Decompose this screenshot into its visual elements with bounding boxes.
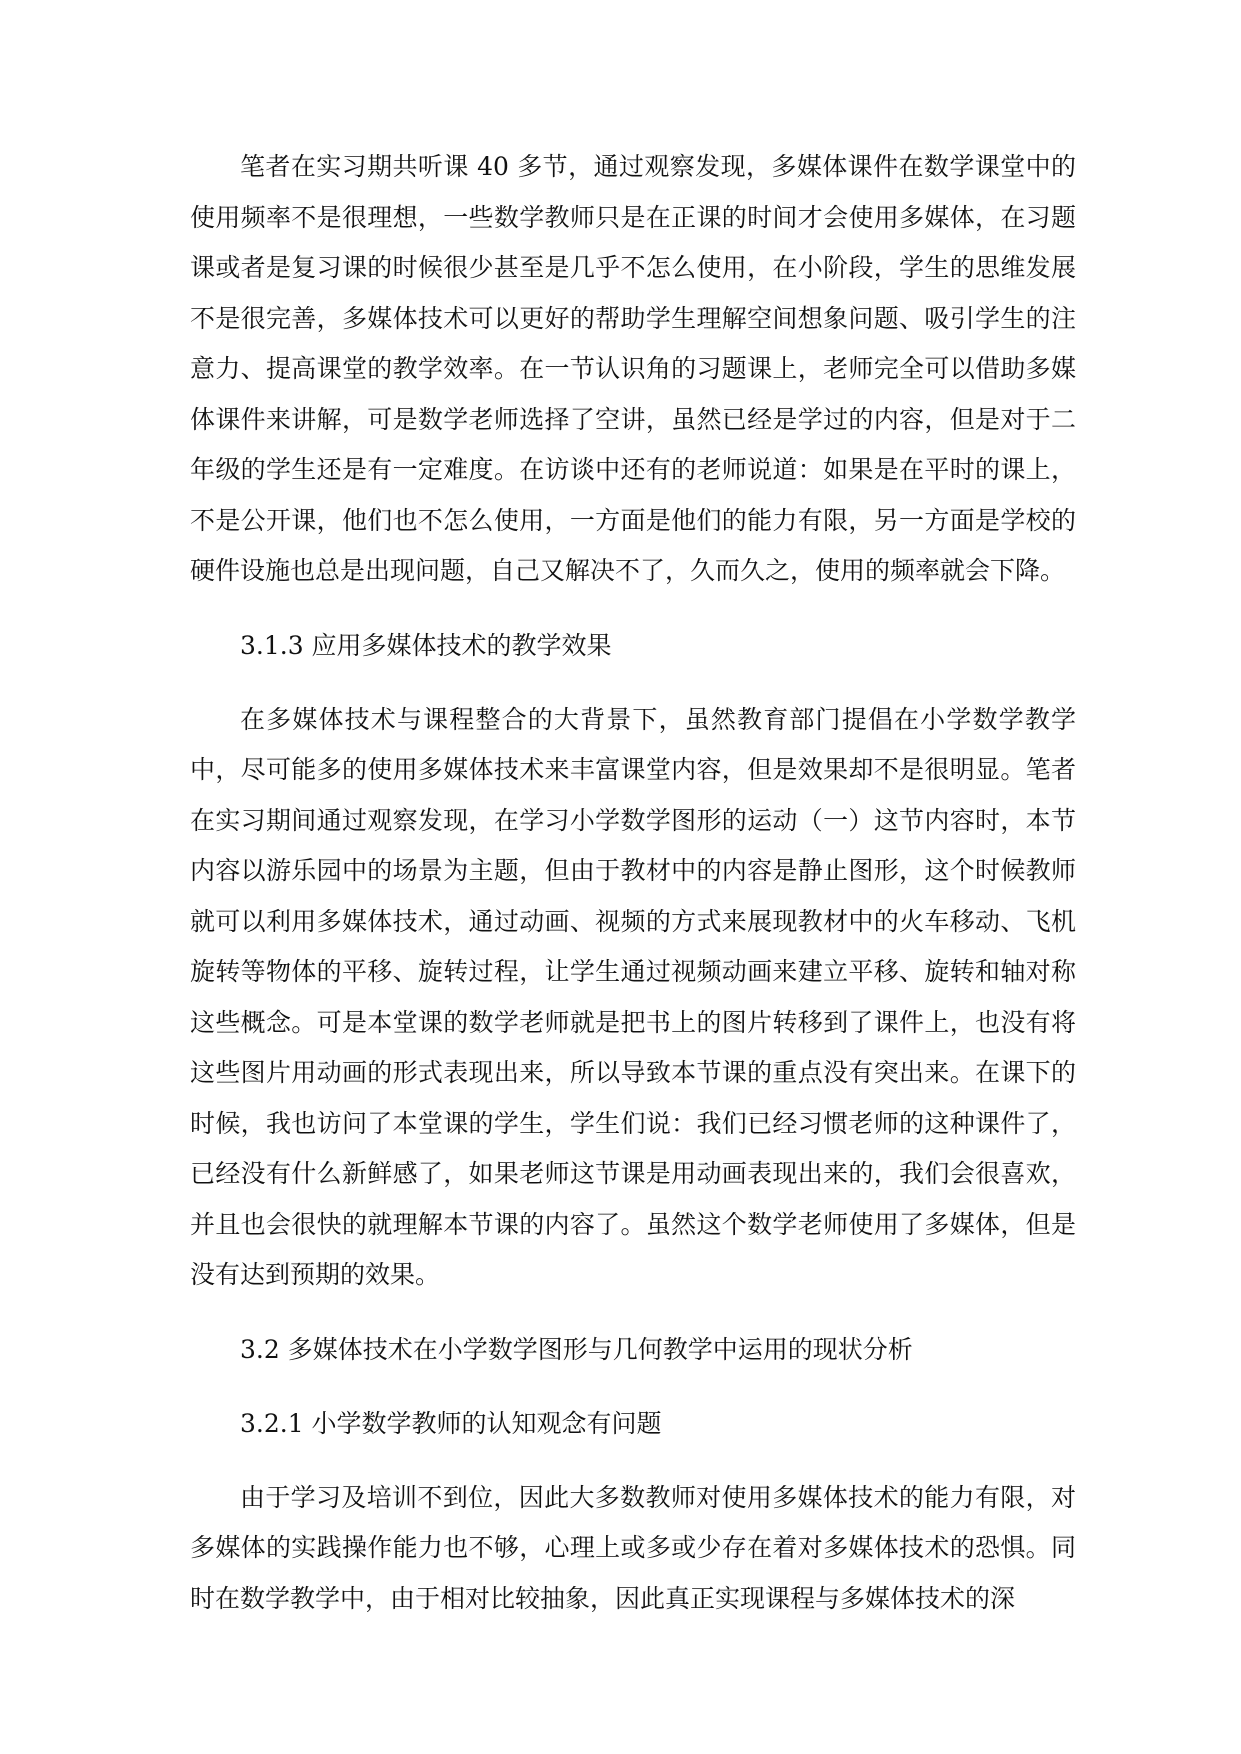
section-heading-3-2: 3.2 多媒体技术在小学数学图形与几何教学中运用的现状分析 — [240, 1334, 913, 1364]
paragraph-teacher-cognition: 由于学习及培训不到位，因此大多数教师对使用多媒体技术的能力有限，对多媒体的实践操作能力也不够，心理上或多或少存在着对多媒体技术的恐惧。同时在数学教学中，由于相对比较抽象，因此真正实现课程与多媒体技术的深 — [190, 1482, 1076, 1613]
document-body — [190, 142, 1076, 1624]
section-heading-3-2-1: 3.2.1 小学数学教师的认知观念有问题 — [240, 1408, 662, 1438]
paragraph-practice-observation: 笔者在实习期共听课 40 多节，通过观察发现，多媒体课件在数学课堂中的使用频率不是很理想，一些数学教师只是在正课的时间才会使用多媒体，在习题课或者是复习课的时候很少甚至是几乎不怎么使用，在小阶段，学生的思维发展不是很完善，多媒体技术可以更好的帮助学生理解空间想象问题、吸引学生的注意力、提高课堂的教学效率。在一节认识角的习题课上，老师完全可以借助多媒体课件来讲解，可是数学老师选择了空讲，虽然已经是学过的内容，但是对于二年级的学生还是有一定难度。在访谈中还有的老师说道：如果是在平时的课上，不是公开课，他们也不怎么使用，一方面是他们的能力有限，另一方面是学校的硬件设施也总是出现问题，自己又解决不了，久而久之，使用的频率就会下降。 — [190, 152, 1076, 585]
section-heading-3-1-3: 3.1.3 应用多媒体技术的教学效果 — [240, 630, 612, 660]
paragraph-teaching-effect: 在多媒体技术与课程整合的大背景下，虽然教育部门提倡在小学数学教学中，尽可能多的使用多媒体技术来丰富课堂内容，但是效果却不是很明显。笔者在实习期间通过观察发现，在学习小学数学图形的运动（一）这节内容时，本节内容以游乐园中的场景为主题，但由于教材中的内容是静止图形，这个时候教师就可以利用多媒体技术，通过动画、视频的方式来展现教材中的火车移动、飞机旋转等物体的平移、旋转过程，让学生通过视频动画来建立平移、旋转和轴对称这些概念。可是本堂课的数学老师就是把书上的图片转移到了课件上，也没有将这些图片用动画的形式表现出来，所以导致本节课的重点没有突出来。在课下的时候，我也访问了本堂课的学生，学生们说：我们已经习惯老师的这种课件了，已经没有什么新鲜感了，如果老师这节课是用动画表现出来的，我们会很喜欢，并且也会很快的就理解本节课的内容了。虽然这个数学老师使用了多媒体，但是没有达到预期的效果。 — [190, 704, 1076, 1289]
